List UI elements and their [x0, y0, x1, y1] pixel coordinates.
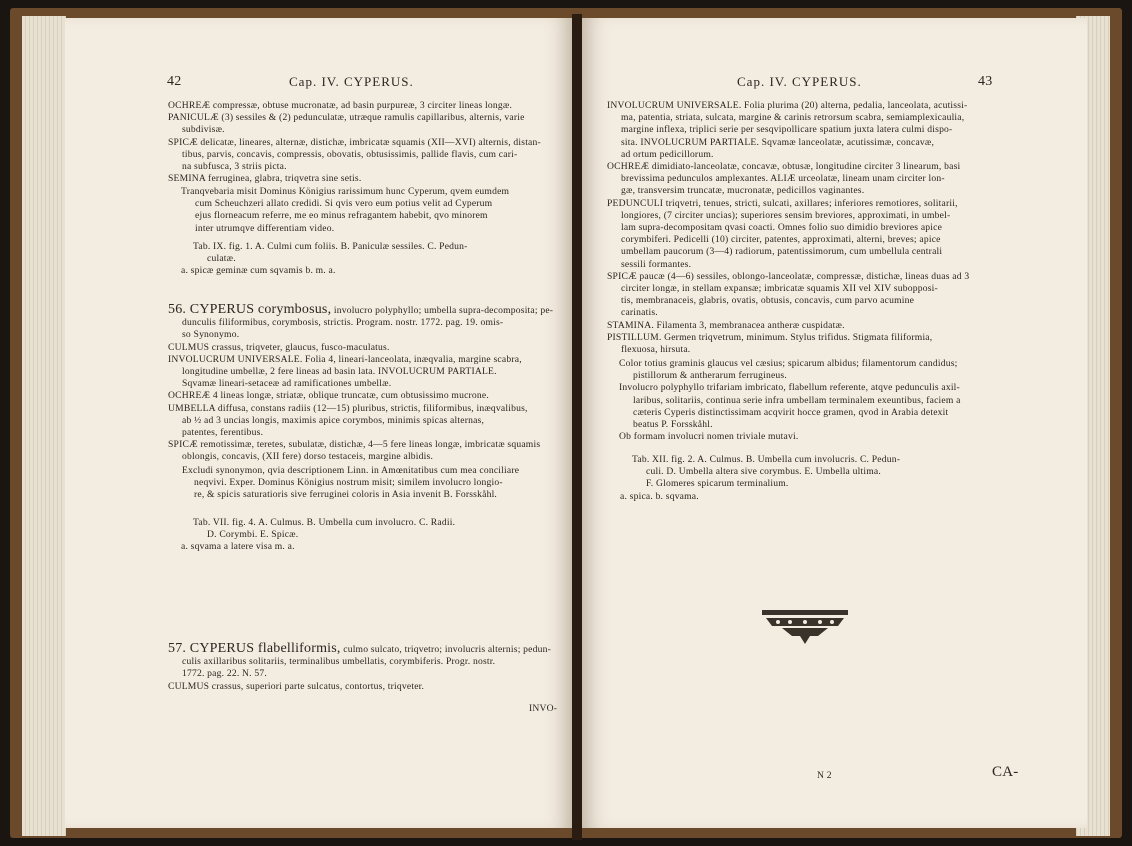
- species-57: [168, 643, 572, 693]
- text-line: dunculis filiformibus, corymbosis, strictis. Program. nostr. 1772. pag. 19. omis-: [182, 317, 504, 329]
- left-page: [65, 18, 572, 828]
- text-line: sessili formantes.: [621, 258, 692, 270]
- text-line: tis, membranaceis, glabris, ovatis, obtusis, concavis, cum parvo acumine: [621, 295, 915, 307]
- text-line: SEMINA ferruginea, glabra, triqvetra sine setis.: [168, 173, 362, 185]
- text-line: carinatis.: [621, 307, 658, 319]
- text-line: SPICÆ delicatæ, lineares, alternæ, distichæ, imbricatæ squamis (XII—XVI) alternis, distan-: [168, 136, 541, 148]
- text-line: CULMUS crassus, triqveter, glaucus, fusco-maculatus.: [168, 341, 390, 353]
- left-catchword: INVO-: [529, 703, 558, 714]
- text-line: culatæ.: [207, 253, 236, 265]
- text-line: OCHREÆ compressæ, obtuse mucronatæ, ad basin purpureæ, 3 circiter lineas longæ.: [168, 100, 513, 111]
- text-line: patentes, ferentibus.: [182, 427, 264, 439]
- right-catchword: CA-: [992, 764, 1019, 780]
- text-line: longiores, (7 circiter uncias); superiores sensim breviores, approximati, in umbel-: [621, 209, 951, 221]
- text-line: Sqvamæ lineari-setaceæ ad ramificationes umbellæ.: [182, 378, 392, 390]
- text-line: cum Scheuchzeri allato credidi. Si qvis vero eum potius velit ad Cyperum: [195, 198, 493, 210]
- text-line: margine inflexa, triplici serie per sesqvipollicare spatium juxta latera culmi dispo-: [621, 124, 953, 136]
- text-line: pistillorum & antherarum ferrugineus.: [633, 370, 787, 382]
- left-running-head: Cap. IV. CYPERUS.: [289, 74, 414, 89]
- text-line: SPICÆ paucæ (4—6) sessiles, oblongo-lanceolatæ, compressæ, distichæ, lineas duas ad 3: [607, 270, 970, 282]
- text-line: inter utrumqve differentiam video.: [195, 222, 335, 234]
- text-line: Excludi synonymon, qvia descriptionem Linn. in Amœnitatibus cum mea conciliare: [182, 464, 520, 476]
- right-page-number: 43: [978, 74, 993, 89]
- text-line: INVOLUCRUM UNIVERSALE. Folia 4, lineari-lanceolata, inæqvalia, margine scabra,: [168, 353, 522, 365]
- right-block-2: [619, 358, 1087, 443]
- text-line: umbellam paucorum (3—4) radiorum, patentissimorum, cum umbellula centrali: [621, 246, 943, 258]
- text-line: OCHREÆ 4 lineas longæ, striatæ, oblique truncatæ, cum obtusissimo mucrone.: [168, 390, 489, 402]
- text-line: INVOLUCRUM UNIVERSALE. Folia plurima (20) alterna, pedalia, lanceolata, acutissi-: [607, 100, 968, 111]
- text-line: culis axillaribus solitariis, terminalibus umbellatis, corymbiferis. Progr. nostr.: [182, 656, 496, 668]
- text-line: sita. INVOLUCRUM PARTIALE. Sqvamæ lanceolatæ, acutissimæ, concavæ,: [621, 136, 935, 148]
- book-spread: [10, 8, 1122, 838]
- text-line: a. spica. b. sqvama.: [620, 490, 699, 502]
- text-line: 1772. pag. 22. N. 57.: [182, 668, 267, 680]
- text-line: UMBELLA diffusa, constans radiis (12—15) pluribus, strictis, filiformibus, inæqvalibus,: [168, 402, 528, 414]
- text-line: a. sqvama a latere visa m. a.: [181, 541, 295, 553]
- text-line: OCHREÆ dimidiato-lanceolatæ, concavæ, obtusæ, longitudine circiter 3 linearum, basi: [607, 161, 961, 173]
- text-line: subdivisæ.: [182, 124, 225, 136]
- text-line: cæteris Cyperis distinctissimam acqvirit hocce gramen, qvod in Arabia detexit: [633, 406, 949, 418]
- species-56-title: 56. CYPERUS corymbosus,: [168, 302, 332, 317]
- text-line: neqvivi. Exper. Dominus Königius nostrum misit; similem involucro longio-: [194, 476, 503, 488]
- text-line: flexuosa, hirsuta.: [621, 344, 691, 356]
- left-page-edges: [22, 16, 66, 836]
- text-line: Ob formam involucri nomen triviale mutavi.: [619, 431, 799, 443]
- text-line: Color totius graminis glaucus vel cæsius; spicarum albidus; filamentorum candidus;: [619, 358, 958, 369]
- left-block-1: [168, 100, 572, 185]
- text-line: PEDUNCULI triqvetri, tenues, stricti, sulcati, axillares; inferiores remotiores, solitarii,: [607, 197, 958, 209]
- text-line: gæ, transversim truncatæ, mucronatæ, pedicillos vaginantes.: [621, 185, 865, 197]
- text-line: longitudine umbellæ, 2 fere lineas ad basin lata. INVOLUCRUM PARTIALE.: [182, 366, 497, 378]
- text-line: PISTILLUM. Germen triqvetrum, minimum. Stylus trifidus. Stigmata filiformia,: [607, 331, 933, 343]
- right-running-head: Cap. IV. CYPERUS.: [737, 74, 862, 89]
- text-line: a. spicæ geminæ cum sqvamis b. m. a.: [181, 265, 336, 277]
- text-line: STAMINA. Filamenta 3, membranacea antheræ cuspidatæ.: [607, 319, 845, 331]
- text-line: ma, patentia, striata, sulcata, margine & carinis retrorsum scabra, semiamplexicaulia,: [621, 112, 965, 124]
- book-gutter: [572, 14, 582, 840]
- text-line: PANICULÆ (3) sessiles & (2) pedunculatæ, utræque ramulis capillaribus, alternis, varie: [168, 112, 525, 124]
- text-line: culi. D. Umbella altera sive corymbus. E. Umbella ultima.: [646, 466, 881, 478]
- text-line: corymbiferi. Pedicelli (10) circiter, patentes, approximati, alterni, breves; apice: [621, 234, 941, 246]
- text-line: Tranqvebaria misit Dominus Königius rarissimum hunc Cyperum, qvem eumdem: [181, 186, 510, 197]
- text-line: lam supra-decompositam qvasi coacti. Omnes folio suo dimidio breviores apice: [621, 222, 943, 234]
- left-block-6: [181, 517, 572, 554]
- text-line: ab ½ ad 3 uncias longis, maximis apice corymbos, minimis spicas alternas,: [182, 414, 485, 426]
- text-line: na subfusca, 3 striis picta.: [182, 161, 287, 173]
- text-line: Tab. IX. fig. 1. A. Culmi cum foliis. B. Paniculæ sessiles. C. Pedun-: [193, 241, 468, 252]
- text-line: re, & spicis saturatioris sive ferruginei coloris in Asia invenit B. Forsskåhl.: [194, 489, 498, 501]
- text-line: circiter longæ, in stellam expansæ; imbricatæ squamis XII vel XIV subopposi-: [621, 283, 938, 295]
- text-line: tibus, parvis, concavis, compressis, obovatis, obtusissimis, pallide flavis, cum cari-: [182, 148, 518, 160]
- species-57-title: 57. CYPERUS flabelliformis,: [168, 641, 341, 656]
- text-line: so Synonymo.: [182, 329, 240, 341]
- text-line: brevissima pedunculos amplexantes. ALIÆ urceolatæ, lineam unam circiter lon-: [621, 173, 945, 185]
- left-block-2: [181, 186, 572, 235]
- text-line: involucro polyphyllo; umbella supra-decomposita; pe-: [333, 305, 554, 316]
- left-block-3: [181, 241, 572, 278]
- text-line: Tab. XII. fig. 2. A. Culmus. B. Umbella cum involucris. C. Pedun-: [632, 454, 901, 465]
- text-line: culmo sulcato, triqvetro; involucris alternis; pedun-: [343, 644, 551, 655]
- species-56: [168, 304, 572, 501]
- right-block-3: [620, 454, 1087, 503]
- text-line: Involucro polyphyllo trifariam imbricato, flabellum referente, atqve pedunculis axil-: [619, 382, 960, 394]
- text-line: CULMUS crassus, superiori parte sulcatus, contortus, triqveter.: [168, 680, 425, 692]
- text-line: SPICÆ remotissimæ, teretes, subulatæ, distichæ, 4—5 fere lineas longæ, imbricatæ squamis: [168, 439, 541, 451]
- text-line: ejus florneacum referre, me eo minus refragantem habebit, qvo minorem: [195, 210, 488, 222]
- right-block-1: [607, 100, 1087, 356]
- text-line: Tab. VII. fig. 4. A. Culmus. B. Umbella cum involucro. C. Radii.: [193, 517, 456, 528]
- right-page: [582, 18, 1087, 828]
- text-line: oblongis, concavis, (XII fere) dorso testaceis, margine albidis.: [182, 451, 434, 463]
- decorative-ornament-icon: [760, 608, 850, 648]
- text-line: D. Corymbi. E. Spicæ.: [207, 529, 299, 541]
- text-line: laribus, solitariis, continua serie infra umbellam terminalem exeuntibus, faciem a: [633, 394, 961, 406]
- text-line: beatus P. Forsskåhl.: [633, 419, 713, 431]
- signature-mark: N 2: [817, 770, 832, 781]
- text-line: ad ortum pedicillorum.: [621, 148, 714, 160]
- text-line: F. Glomeres spicarum terminalium.: [646, 478, 789, 490]
- left-page-number: 42: [167, 74, 182, 89]
